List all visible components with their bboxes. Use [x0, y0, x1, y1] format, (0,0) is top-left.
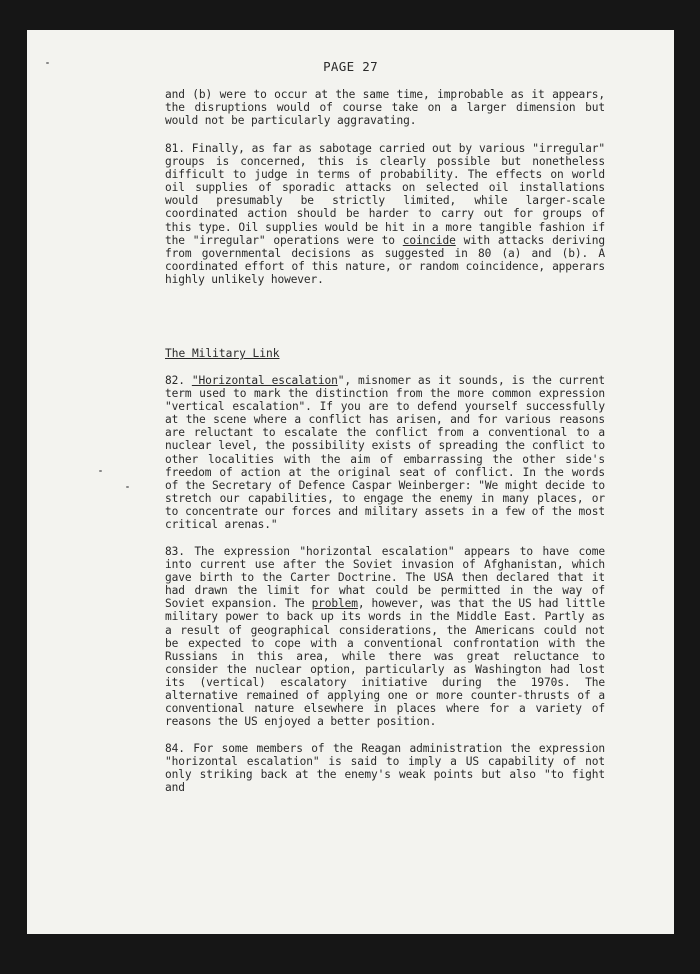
paper-speck [99, 470, 102, 472]
paragraph-81-text: 81. Finally, as far as sabotage carried out by various "irregular" groups is concerned, this is clearly possible but nonetheless difficult to judge in terms of probability. The effects on world oil supplies of sporadic attacks on selected oil installations would presumably be strictly limited, while larger-scale coordinated action should be harder to carry out for groups of this type. Oil supplies would be hit in a more tangible fashion if the "irregular" operations were to [165, 142, 605, 247]
paragraph-81 [165, 142, 605, 286]
section-heading: The Military Link [165, 347, 280, 360]
underlined-problem: problem [311, 597, 358, 611]
paragraph-84: 84. For some members of the Reagan administration the expression "horizontal escalation" is said to imply a US capability of not only striking back at the enemy's weak points but also "to fight and [165, 742, 605, 795]
paragraph-continuation: and (b) were to occur at the same time, improbable as it appears, the disruptions would of course take on a larger dimension but would not be particularly aggravating. [165, 88, 605, 128]
paragraph-82-number: 82. [165, 374, 192, 387]
document-page [27, 30, 674, 934]
paper-speck [126, 486, 129, 488]
paragraph-81-text-end: with attacks deriving from governmental decisions as suggested in 80 (a) and (b). A coordinated effort of this nature, or random coincidence, apperars highly unlikely however. [165, 233, 605, 286]
paragraph-82-text: ", misnomer as it sounds, is the current term used to mark the distinction from the more common expression "vertical escalation". If you are to defend yourself successfully at the scene where a conflict has arisen, and for various reasons are reluctant to escalate the conflict from a conventional to a nuclear level, the possibility exists of spreading the conflict to other localities with the aim of embarrassing the other side's freedom of action at the original seat of conflict. In the words of the Secretary of Defence Caspar Weinberger: "We might decide to stretch our capabilities, to engage the enemy in many places, or to concentrate our forces and military assets in a few of the most critical arenas." [165, 374, 605, 532]
page-number: PAGE 27 [323, 59, 378, 74]
paragraph-83-text: 83. The expression "horizontal escalation" appears to have come into current use after the Soviet invasion of Afghanistan, which gave birth to the Carter Doctrine. The USA then declared that it had drawn the limit for what could be permitted in the way of Soviet expansion. The [165, 545, 605, 611]
paragraph-83-text-end: , however, was that the US had little military power to back up its words in the Middle East. Partly as a result of geographical considerations, the Americans could not be expected to cope with a conventional confrontation with the Russians in this area, while there was great reluctance to consider the nuclear option, particularly as Washington had lost its (vertical) escalatory initiative during the 1970s. The alternative remained of applying one or more counter-thrusts of a conventional nature elsewhere in places where for a variety of reasons the US enjoyed a better position. [165, 597, 605, 729]
underlined-coincide: coincide [402, 233, 456, 247]
underlined-horizontal-escalation: "Horizontal escalation [191, 374, 338, 387]
paragraph-83 [165, 545, 605, 728]
paragraph-82 [165, 374, 605, 531]
